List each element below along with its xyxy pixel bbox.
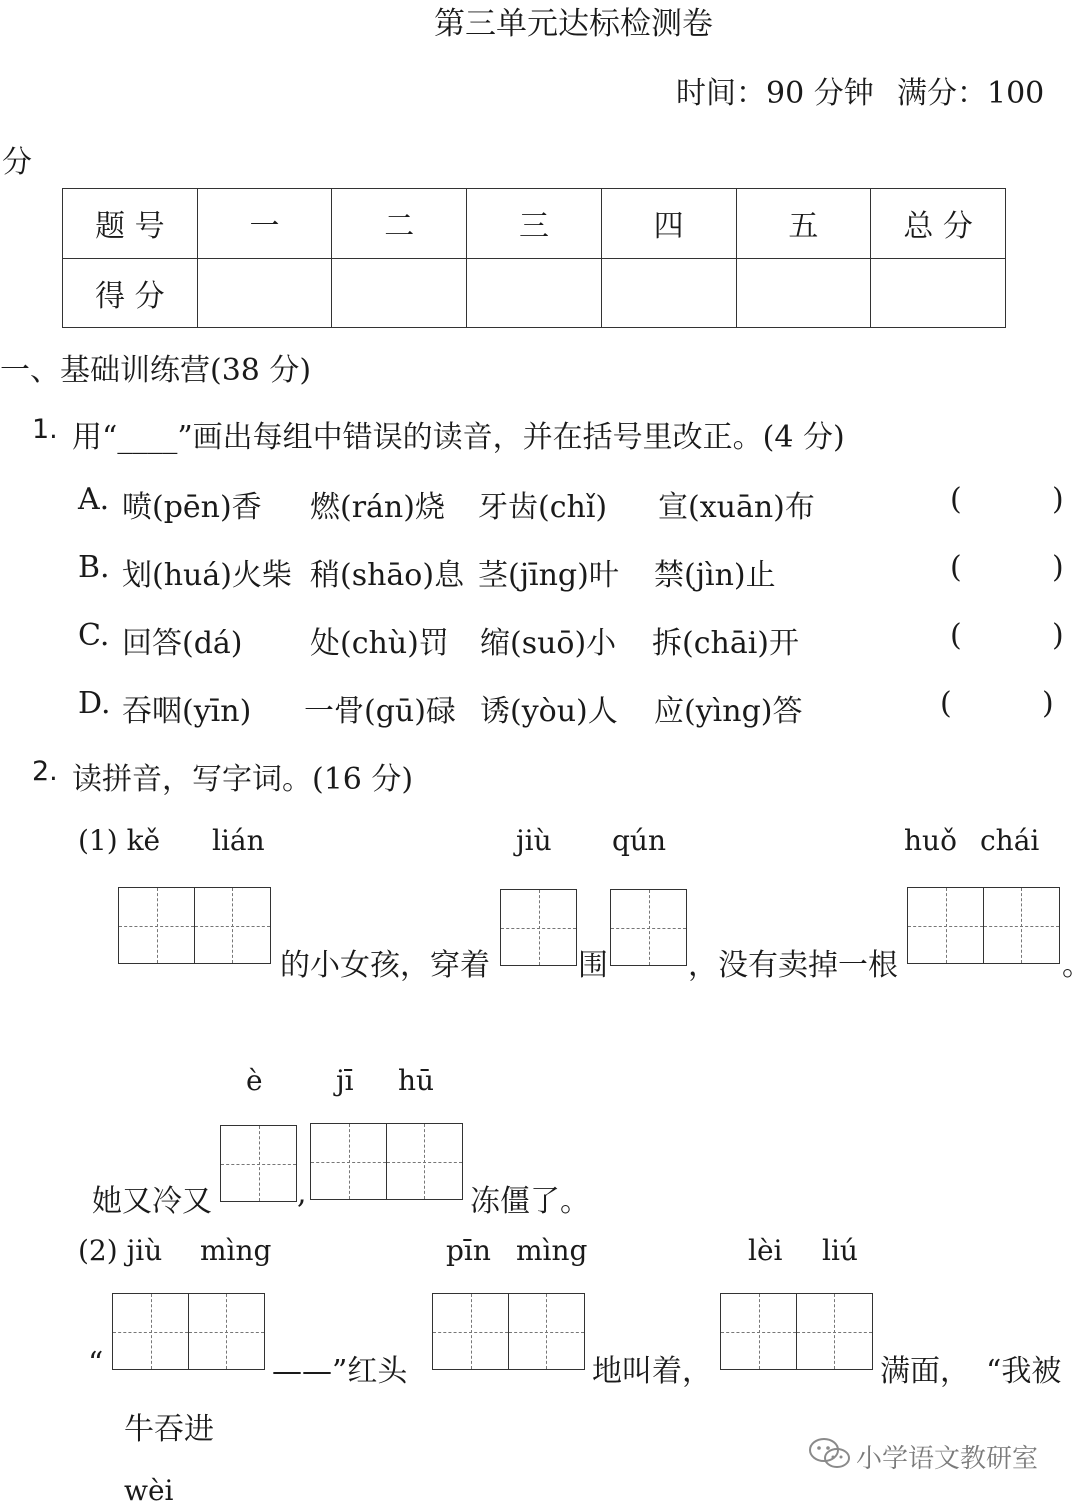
option-letter: B. bbox=[78, 550, 110, 585]
writing-cell[interactable] bbox=[508, 1293, 585, 1370]
pinyin: mìng bbox=[516, 1234, 588, 1267]
wechat-icon bbox=[808, 1436, 852, 1472]
sentence-text: 围 bbox=[578, 948, 608, 983]
writing-cell[interactable] bbox=[220, 1125, 297, 1202]
option-item: 禁(jìn)止 bbox=[654, 558, 776, 593]
sentence-text: ，没有卖掉一根 bbox=[688, 948, 898, 983]
option-item: 诱(yòu)人 bbox=[480, 694, 618, 729]
option-item: 拆(chāi)开 bbox=[652, 626, 800, 661]
writing-cell[interactable] bbox=[610, 889, 687, 966]
writing-box-group[interactable] bbox=[112, 1293, 265, 1370]
question-text: 读拼音，写字词。(16 分) bbox=[72, 762, 414, 797]
writing-box-group[interactable] bbox=[432, 1293, 585, 1370]
writing-box-group[interactable] bbox=[310, 1123, 463, 1200]
option-item: 缩(suō)小 bbox=[480, 626, 617, 661]
quote-open: “ bbox=[88, 1346, 104, 1381]
writing-cell[interactable] bbox=[796, 1293, 873, 1370]
score-cell[interactable] bbox=[736, 258, 871, 328]
pinyin: chái bbox=[980, 824, 1040, 857]
writing-cell[interactable] bbox=[720, 1293, 797, 1370]
pinyin: liú bbox=[822, 1234, 858, 1267]
score-cell[interactable] bbox=[871, 258, 1006, 328]
score-row-label: 得 分 bbox=[63, 258, 198, 328]
question-number: 1. bbox=[32, 414, 58, 445]
writing-cell[interactable] bbox=[118, 887, 195, 964]
answer-paren-close: ) bbox=[1052, 482, 1064, 517]
pinyin: jiù bbox=[516, 824, 552, 857]
writing-cell[interactable] bbox=[310, 1123, 387, 1200]
pinyin: lián bbox=[212, 824, 265, 857]
question-number: 2. bbox=[32, 756, 58, 787]
sentence-text: 她又冷又 bbox=[92, 1184, 212, 1219]
sentence-text: “我被 bbox=[986, 1354, 1062, 1389]
sentence-text: 地叫着， bbox=[592, 1354, 712, 1389]
option-item: 牙齿(chǐ) bbox=[478, 490, 608, 525]
pinyin: mìng bbox=[200, 1234, 272, 1267]
pinyin: hū bbox=[398, 1064, 435, 1097]
score-table-header-row bbox=[63, 189, 1006, 259]
answer-paren-close: ) bbox=[1052, 550, 1064, 585]
option-item: 宣(xuān)布 bbox=[658, 490, 815, 525]
pinyin: qún bbox=[612, 824, 666, 857]
full-marks-unit: 分 bbox=[2, 145, 32, 180]
writing-cell[interactable] bbox=[112, 1293, 189, 1370]
score-table-score-row bbox=[63, 258, 1006, 328]
option-item: 茎(jīng)叶 bbox=[478, 558, 619, 593]
table-header-cell: 一 bbox=[197, 189, 332, 259]
option-item: 回答(dá) bbox=[122, 626, 243, 661]
part-label: (1) kě bbox=[78, 824, 161, 857]
sentence-text: 的小女孩，穿着 bbox=[280, 948, 490, 983]
answer-paren-open[interactable]: ( bbox=[940, 686, 952, 721]
pinyin: wèi bbox=[124, 1474, 174, 1507]
sentence-text: 冻僵了。 bbox=[470, 1184, 590, 1219]
sentence-text: , bbox=[297, 1176, 307, 1211]
option-item: 燃(rán)烧 bbox=[310, 490, 445, 525]
table-header-cell: 五 bbox=[736, 189, 871, 259]
pinyin: lèi bbox=[748, 1234, 783, 1267]
option-item: 喷(pēn)香 bbox=[122, 490, 262, 525]
answer-paren-open[interactable]: ( bbox=[950, 618, 962, 653]
pinyin: pīn bbox=[446, 1234, 491, 1267]
table-header-cell: 题 号 bbox=[63, 189, 198, 259]
option-letter: D. bbox=[78, 686, 111, 721]
writing-cell[interactable] bbox=[188, 1293, 265, 1370]
sentence-text: 满面， bbox=[880, 1354, 970, 1389]
sentence-text: 。 bbox=[1062, 948, 1092, 983]
table-header-cell: 三 bbox=[467, 189, 602, 259]
option-item: 处(chù)罚 bbox=[310, 626, 449, 661]
writing-cell[interactable] bbox=[194, 887, 271, 964]
writing-box-group[interactable] bbox=[500, 889, 577, 966]
writing-box-group[interactable] bbox=[118, 887, 271, 964]
writing-box-group[interactable] bbox=[720, 1293, 873, 1370]
score-cell[interactable] bbox=[467, 258, 602, 328]
writing-box-group[interactable] bbox=[907, 887, 1060, 964]
sentence-text: 牛吞进 bbox=[124, 1412, 214, 1447]
option-item: 应(yìng)答 bbox=[654, 694, 803, 729]
table-header-cell: 四 bbox=[601, 189, 736, 259]
writing-box-group[interactable] bbox=[610, 889, 687, 966]
answer-paren-close: ) bbox=[1052, 618, 1064, 653]
writing-cell[interactable] bbox=[983, 887, 1060, 964]
full-marks-label: 满分：100 bbox=[897, 76, 1045, 111]
part-label: (2) jiù bbox=[78, 1234, 163, 1267]
answer-paren-open[interactable]: ( bbox=[950, 550, 962, 585]
option-item: 一骨(gū)碌 bbox=[304, 694, 456, 729]
writing-cell[interactable] bbox=[432, 1293, 509, 1370]
option-item: 稍(shāo)息 bbox=[310, 558, 465, 593]
pinyin: è bbox=[246, 1064, 263, 1097]
option-item: 吞咽(yīn) bbox=[122, 694, 252, 729]
option-letter: C. bbox=[78, 618, 110, 653]
section-title: 一、基础训练营(38 分) bbox=[0, 353, 312, 388]
watermark-text: 小学语文教研室 bbox=[856, 1444, 1039, 1474]
time-label: 时间：90 分钟 bbox=[676, 76, 874, 111]
question-text: 用“____”画出每组中错误的读音，并在括号里改正。(4 分) bbox=[72, 420, 845, 455]
table-header-cell: 总 分 bbox=[871, 189, 1006, 259]
option-item: 划(huá)火柴 bbox=[122, 558, 292, 593]
page-title: 第三单元达标检测卷 bbox=[434, 6, 713, 42]
answer-paren-close: ) bbox=[1042, 686, 1054, 721]
writing-cell[interactable] bbox=[386, 1123, 463, 1200]
option-letter: A. bbox=[78, 482, 110, 517]
answer-paren-open[interactable]: ( bbox=[950, 482, 962, 517]
score-cell[interactable] bbox=[601, 258, 736, 328]
score-cell[interactable] bbox=[332, 258, 467, 328]
score-cell[interactable] bbox=[197, 258, 332, 328]
pinyin: jī bbox=[336, 1064, 354, 1097]
table-header-cell: 二 bbox=[332, 189, 467, 259]
writing-box-group[interactable] bbox=[220, 1125, 297, 1202]
writing-cell[interactable] bbox=[500, 889, 577, 966]
sentence-text: ——”红头 bbox=[272, 1354, 408, 1389]
score-table bbox=[62, 188, 1006, 328]
pinyin: huǒ bbox=[904, 824, 957, 857]
writing-cell[interactable] bbox=[907, 887, 984, 964]
